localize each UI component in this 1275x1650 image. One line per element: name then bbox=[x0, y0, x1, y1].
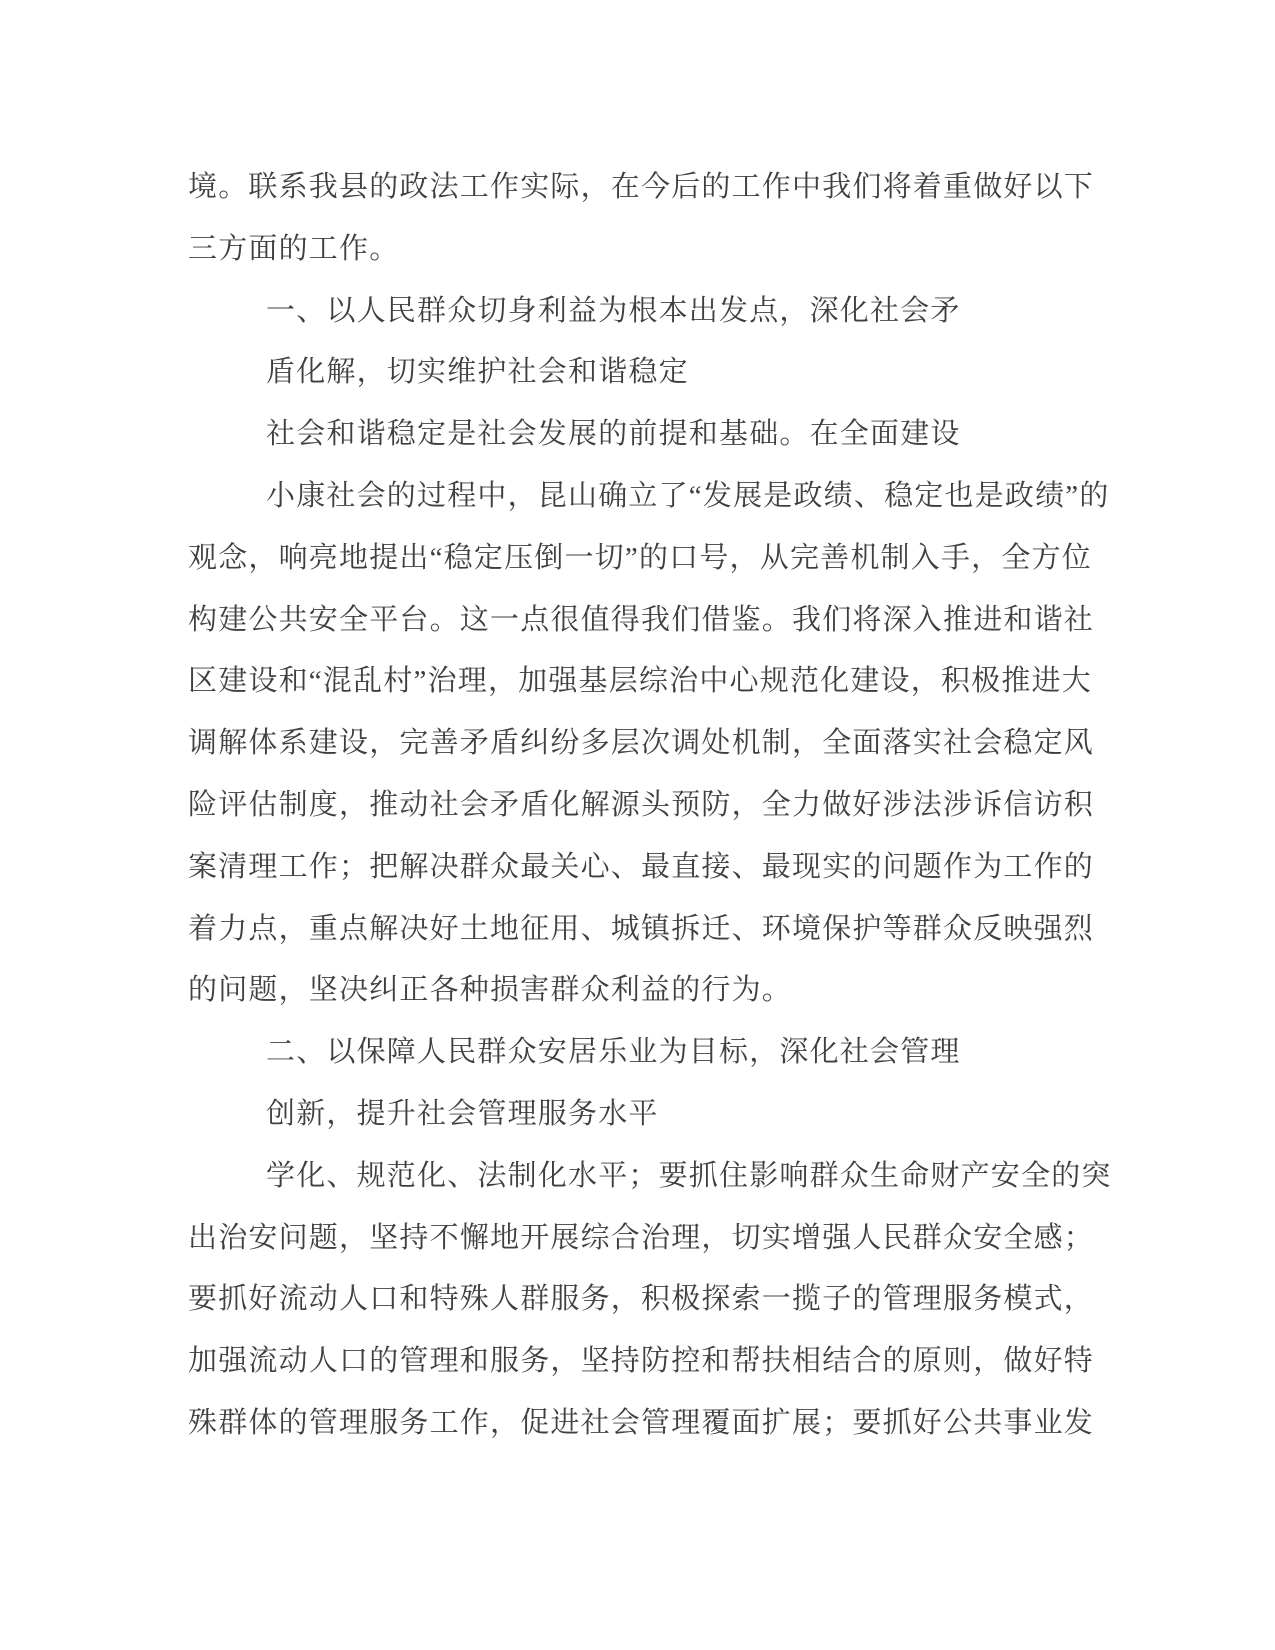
text-line: 着力点，重点解决好土地征用、城镇拆迁、环境保护等群众反映强烈 bbox=[188, 912, 1095, 945]
text-line: 出治安问题，坚持不懈地开展综合治理，切实增强人民群众安全感； bbox=[188, 1221, 1095, 1254]
document-body bbox=[188, 157, 1123, 1455]
text-line: 构建公共安全平台。这一点很值得我们借鉴。我们将深入推进和谐社 bbox=[188, 603, 1095, 636]
text-line: 社会和谐稳定是社会发展的前提和基础。在全面建设 bbox=[266, 418, 961, 451]
text-line: 加强流动人口的管理和服务，坚持防控和帮扶相结合的原则，做好特 bbox=[188, 1345, 1095, 1378]
text-line: 三方面的工作。 bbox=[188, 232, 400, 265]
text-line: 的问题，坚决纠正各种损害群众利益的行为。 bbox=[188, 974, 793, 1007]
text-line: 调解体系建设，完善矛盾纠纷多层次调处机制，全面落实社会稳定风 bbox=[188, 727, 1095, 760]
text-line: 案清理工作；把解决群众最关心、最直接、最现实的问题作为工作的 bbox=[188, 850, 1095, 883]
heading-line: 创新，提升社会管理服务水平 bbox=[266, 1097, 659, 1130]
heading-line: 盾化解，切实维护社会和谐稳定 bbox=[266, 356, 689, 389]
text-line: 要抓好流动人口和特殊人群服务，积极探索一揽子的管理服务模式， bbox=[188, 1283, 1095, 1316]
text-line: 观念，响亮地提出“稳定压倒一切”的口号，从完善机制入手，全方位 bbox=[188, 541, 1092, 574]
heading-line: 二、以保障人民群众安居乐业为目标，深化社会管理 bbox=[266, 1036, 961, 1069]
text-line: 学化、规范化、法制化水平；要抓住影响群众生命财产安全的突 bbox=[266, 1159, 1112, 1192]
text-line: 小康社会的过程中，昆山确立了“发展是政绩、稳定也是政绩”的 bbox=[266, 479, 1110, 512]
text-line: 区建设和“混乱村”治理，加强基层综治中心规范化建设，积极推进大 bbox=[188, 665, 1092, 698]
text-line: 境。联系我县的政法工作实际，在今后的工作中我们将着重做好以下 bbox=[188, 171, 1095, 203]
heading-line: 一、以人民群众切身利益为根本出发点，深化社会矛 bbox=[266, 294, 961, 327]
text-line: 险评估制度，推动社会矛盾化解源头预防，全力做好涉法涉诉信访积 bbox=[188, 788, 1095, 821]
text-line: 殊群体的管理服务工作，促进社会管理覆面扩展；要抓好公共事业发 bbox=[188, 1406, 1095, 1439]
